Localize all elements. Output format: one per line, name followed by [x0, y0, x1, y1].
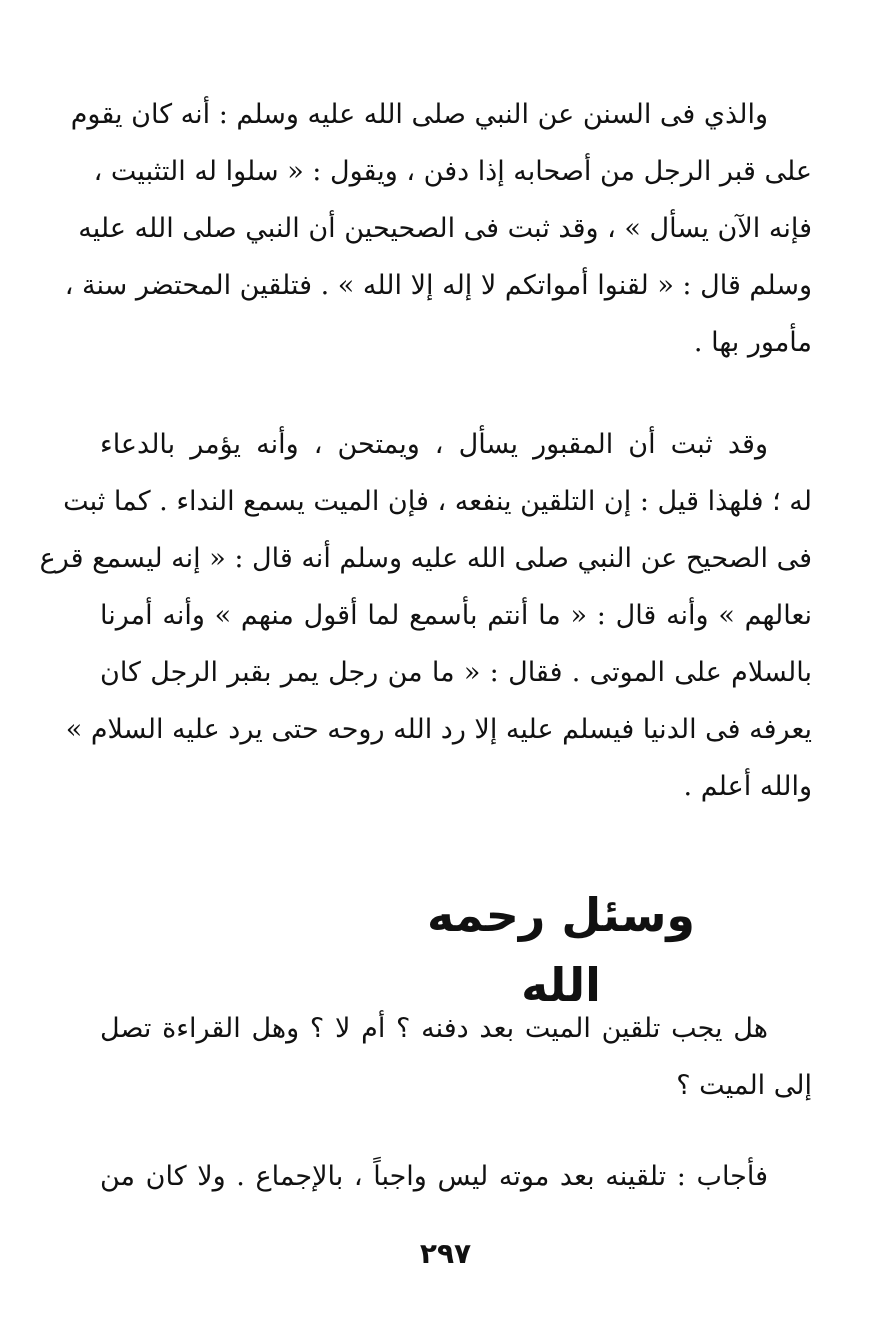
text-line: فإنه الآن يسأل » ، وقد ثبت فى الصحيحين أن النبي صلى الله عليه — [78, 213, 812, 244]
text-line: يعرفه فى الدنيا فيسلم عليه إلا رد الله روحه حتى يرد عليه السلام » — [65, 714, 812, 745]
text-line: نعالهم » وأنه قال : « ما أنتم بأسمع لما أقول منهم » وأنه أمرنا — [100, 600, 812, 631]
text-line: له ؛ فلهذا قيل : إن التلقين ينفعه ، فإن الميت يسمع النداء . كما ثبت — [63, 486, 812, 517]
text-line: والله أعلم . — [683, 771, 812, 802]
question-paragraph — [100, 1000, 812, 1114]
paragraph-2 — [39, 416, 812, 815]
text-line: على قبر الرجل من أصحابه إذا دفن ، ويقول : « سلوا له التثبيت ، — [93, 156, 812, 187]
text-line: وقد ثبت أن المقبور يسأل ، ويمتحن ، وأنه يؤمر بالدعاء — [100, 429, 768, 460]
text-line: وسلم قال : « لقنوا أمواتكم لا إله إلا الله » . فتلقين المحتضر سنة ، — [64, 270, 812, 301]
text-line: هل يجب تلقين الميت بعد دفنه ؟ أم لا ؟ وهل القراءة تصل — [100, 1013, 768, 1044]
paragraph-1 — [64, 86, 812, 371]
page-number: ٢٩٧ — [419, 1237, 472, 1270]
text-line: والذي فى السنن عن النبي صلى الله عليه وسلم : أنه كان يقوم — [70, 99, 768, 130]
text-line: إلى الميت ؟ — [676, 1070, 812, 1101]
section-heading: وسئل رحمه الله — [426, 888, 696, 1012]
text-line: مأمور بها . — [693, 327, 812, 358]
answer-paragraph — [100, 1148, 812, 1205]
text-line: فى الصحيح عن النبي صلى الله عليه وسلم أنه قال : « إنه ليسمع قرع — [39, 543, 812, 574]
text-line: بالسلام على الموتى . فقال : « ما من رجل يمر بقبر الرجل كان — [100, 657, 812, 688]
text-line: فأجاب : تلقينه بعد موته ليس واجباً ، بالإجماع . ولا كان من — [100, 1161, 768, 1192]
